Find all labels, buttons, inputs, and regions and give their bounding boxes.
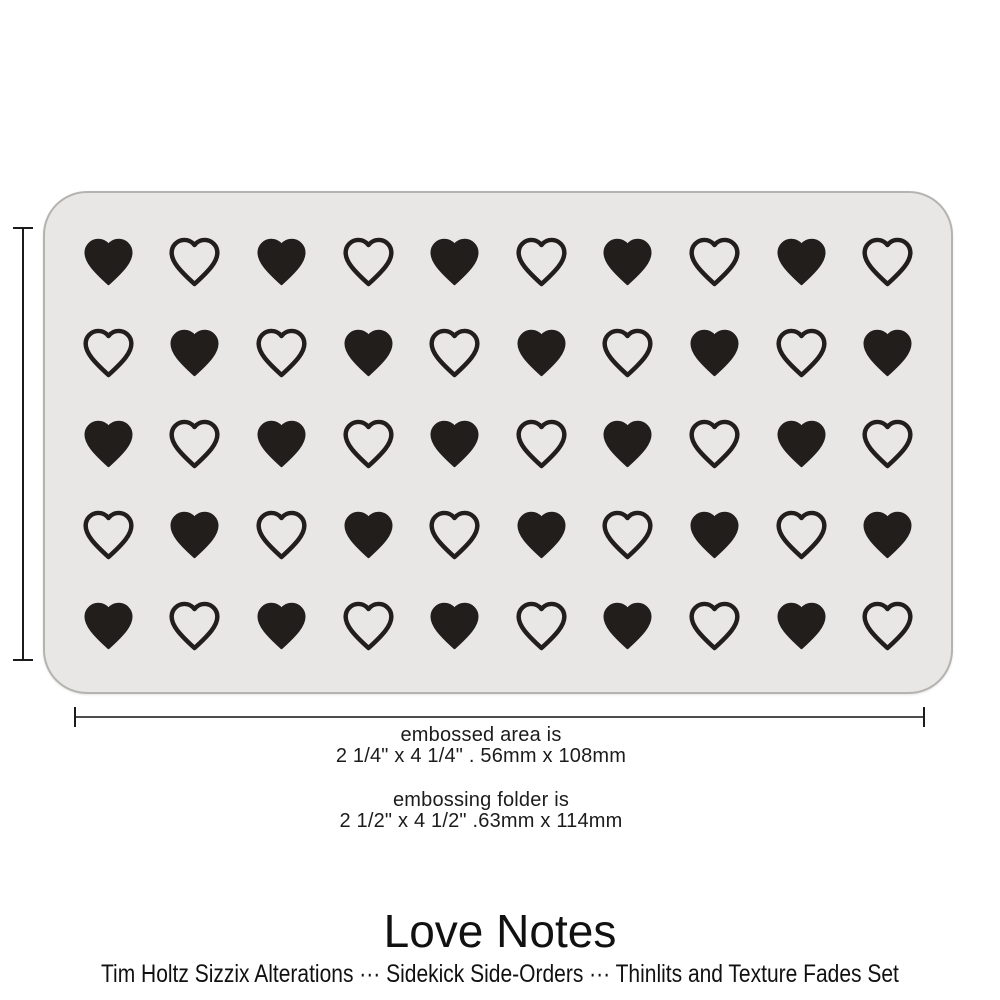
heart-filled-icon [253, 417, 310, 470]
heart-outline-icon [80, 508, 137, 561]
heart-filled-icon [859, 326, 916, 379]
heart-outline-icon [859, 235, 916, 288]
heart-outline-icon [253, 326, 310, 379]
product-subtitle-text: Tim Holtz Sizzix Alterations ··· Sidekick Side-Orders ··· Thinlits and Texture Fades Set [101, 960, 899, 988]
heart-filled-icon [773, 599, 830, 652]
product-subtitle [0, 961, 1000, 987]
embossed-area-label: embossed area is [400, 724, 562, 746]
heart-outline-icon [426, 326, 483, 379]
heart-outline-icon [599, 326, 656, 379]
heart-filled-icon [686, 326, 743, 379]
heart-filled-icon [599, 417, 656, 470]
heart-filled-icon [859, 508, 916, 561]
heart-outline-icon [253, 508, 310, 561]
heart-outline-icon [166, 235, 223, 288]
heart-outline-icon [340, 599, 397, 652]
heart-outline-icon [686, 417, 743, 470]
embossing-folder-caption [0, 790, 962, 832]
width-dimension-line-stroke [76, 716, 923, 718]
heart-filled-icon [426, 235, 483, 288]
heart-outline-icon [686, 599, 743, 652]
heart-outline-icon [513, 417, 570, 470]
heart-filled-icon [686, 508, 743, 561]
heart-filled-icon [253, 599, 310, 652]
heart-filled-icon [513, 326, 570, 379]
heart-outline-icon [599, 508, 656, 561]
heart-outline-icon [513, 235, 570, 288]
embossing-folder-label: embossing folder is [392, 789, 570, 811]
height-dimension-line-stroke [22, 229, 24, 659]
heart-filled-icon [80, 417, 137, 470]
embossed-area-caption [0, 725, 962, 767]
heart-outline-icon [80, 326, 137, 379]
embossing-folder-image [43, 191, 953, 694]
embossing-folder-value: 2 1/2" x 4 1/2" .63mm x 114mm [339, 810, 623, 832]
heart-filled-icon [599, 235, 656, 288]
heart-outline-icon [859, 417, 916, 470]
heart-filled-icon [513, 508, 570, 561]
heart-outline-icon [340, 235, 397, 288]
heart-outline-icon [773, 326, 830, 379]
heart-filled-icon [340, 508, 397, 561]
heart-outline-icon [426, 508, 483, 561]
heart-outline-icon [859, 599, 916, 652]
heart-filled-icon [599, 599, 656, 652]
heart-outline-icon [686, 235, 743, 288]
heart-outline-icon [166, 599, 223, 652]
heart-filled-icon [773, 235, 830, 288]
product-title: Love Notes [383, 905, 617, 957]
heart-filled-icon [166, 508, 223, 561]
heart-filled-icon [773, 417, 830, 470]
heart-filled-icon [426, 599, 483, 652]
heart-outline-icon [513, 599, 570, 652]
heart-filled-icon [253, 235, 310, 288]
height-dimension-line [13, 227, 33, 661]
heart-outline-icon [773, 508, 830, 561]
heart-grid [45, 193, 951, 692]
heart-filled-icon [426, 417, 483, 470]
heart-outline-icon [166, 417, 223, 470]
heart-outline-icon [340, 417, 397, 470]
heart-filled-icon [80, 235, 137, 288]
embossed-area-value: 2 1/4" x 4 1/4" . 56mm x 108mm [335, 745, 627, 767]
heart-filled-icon [166, 326, 223, 379]
heart-filled-icon [340, 326, 397, 379]
heart-filled-icon [80, 599, 137, 652]
